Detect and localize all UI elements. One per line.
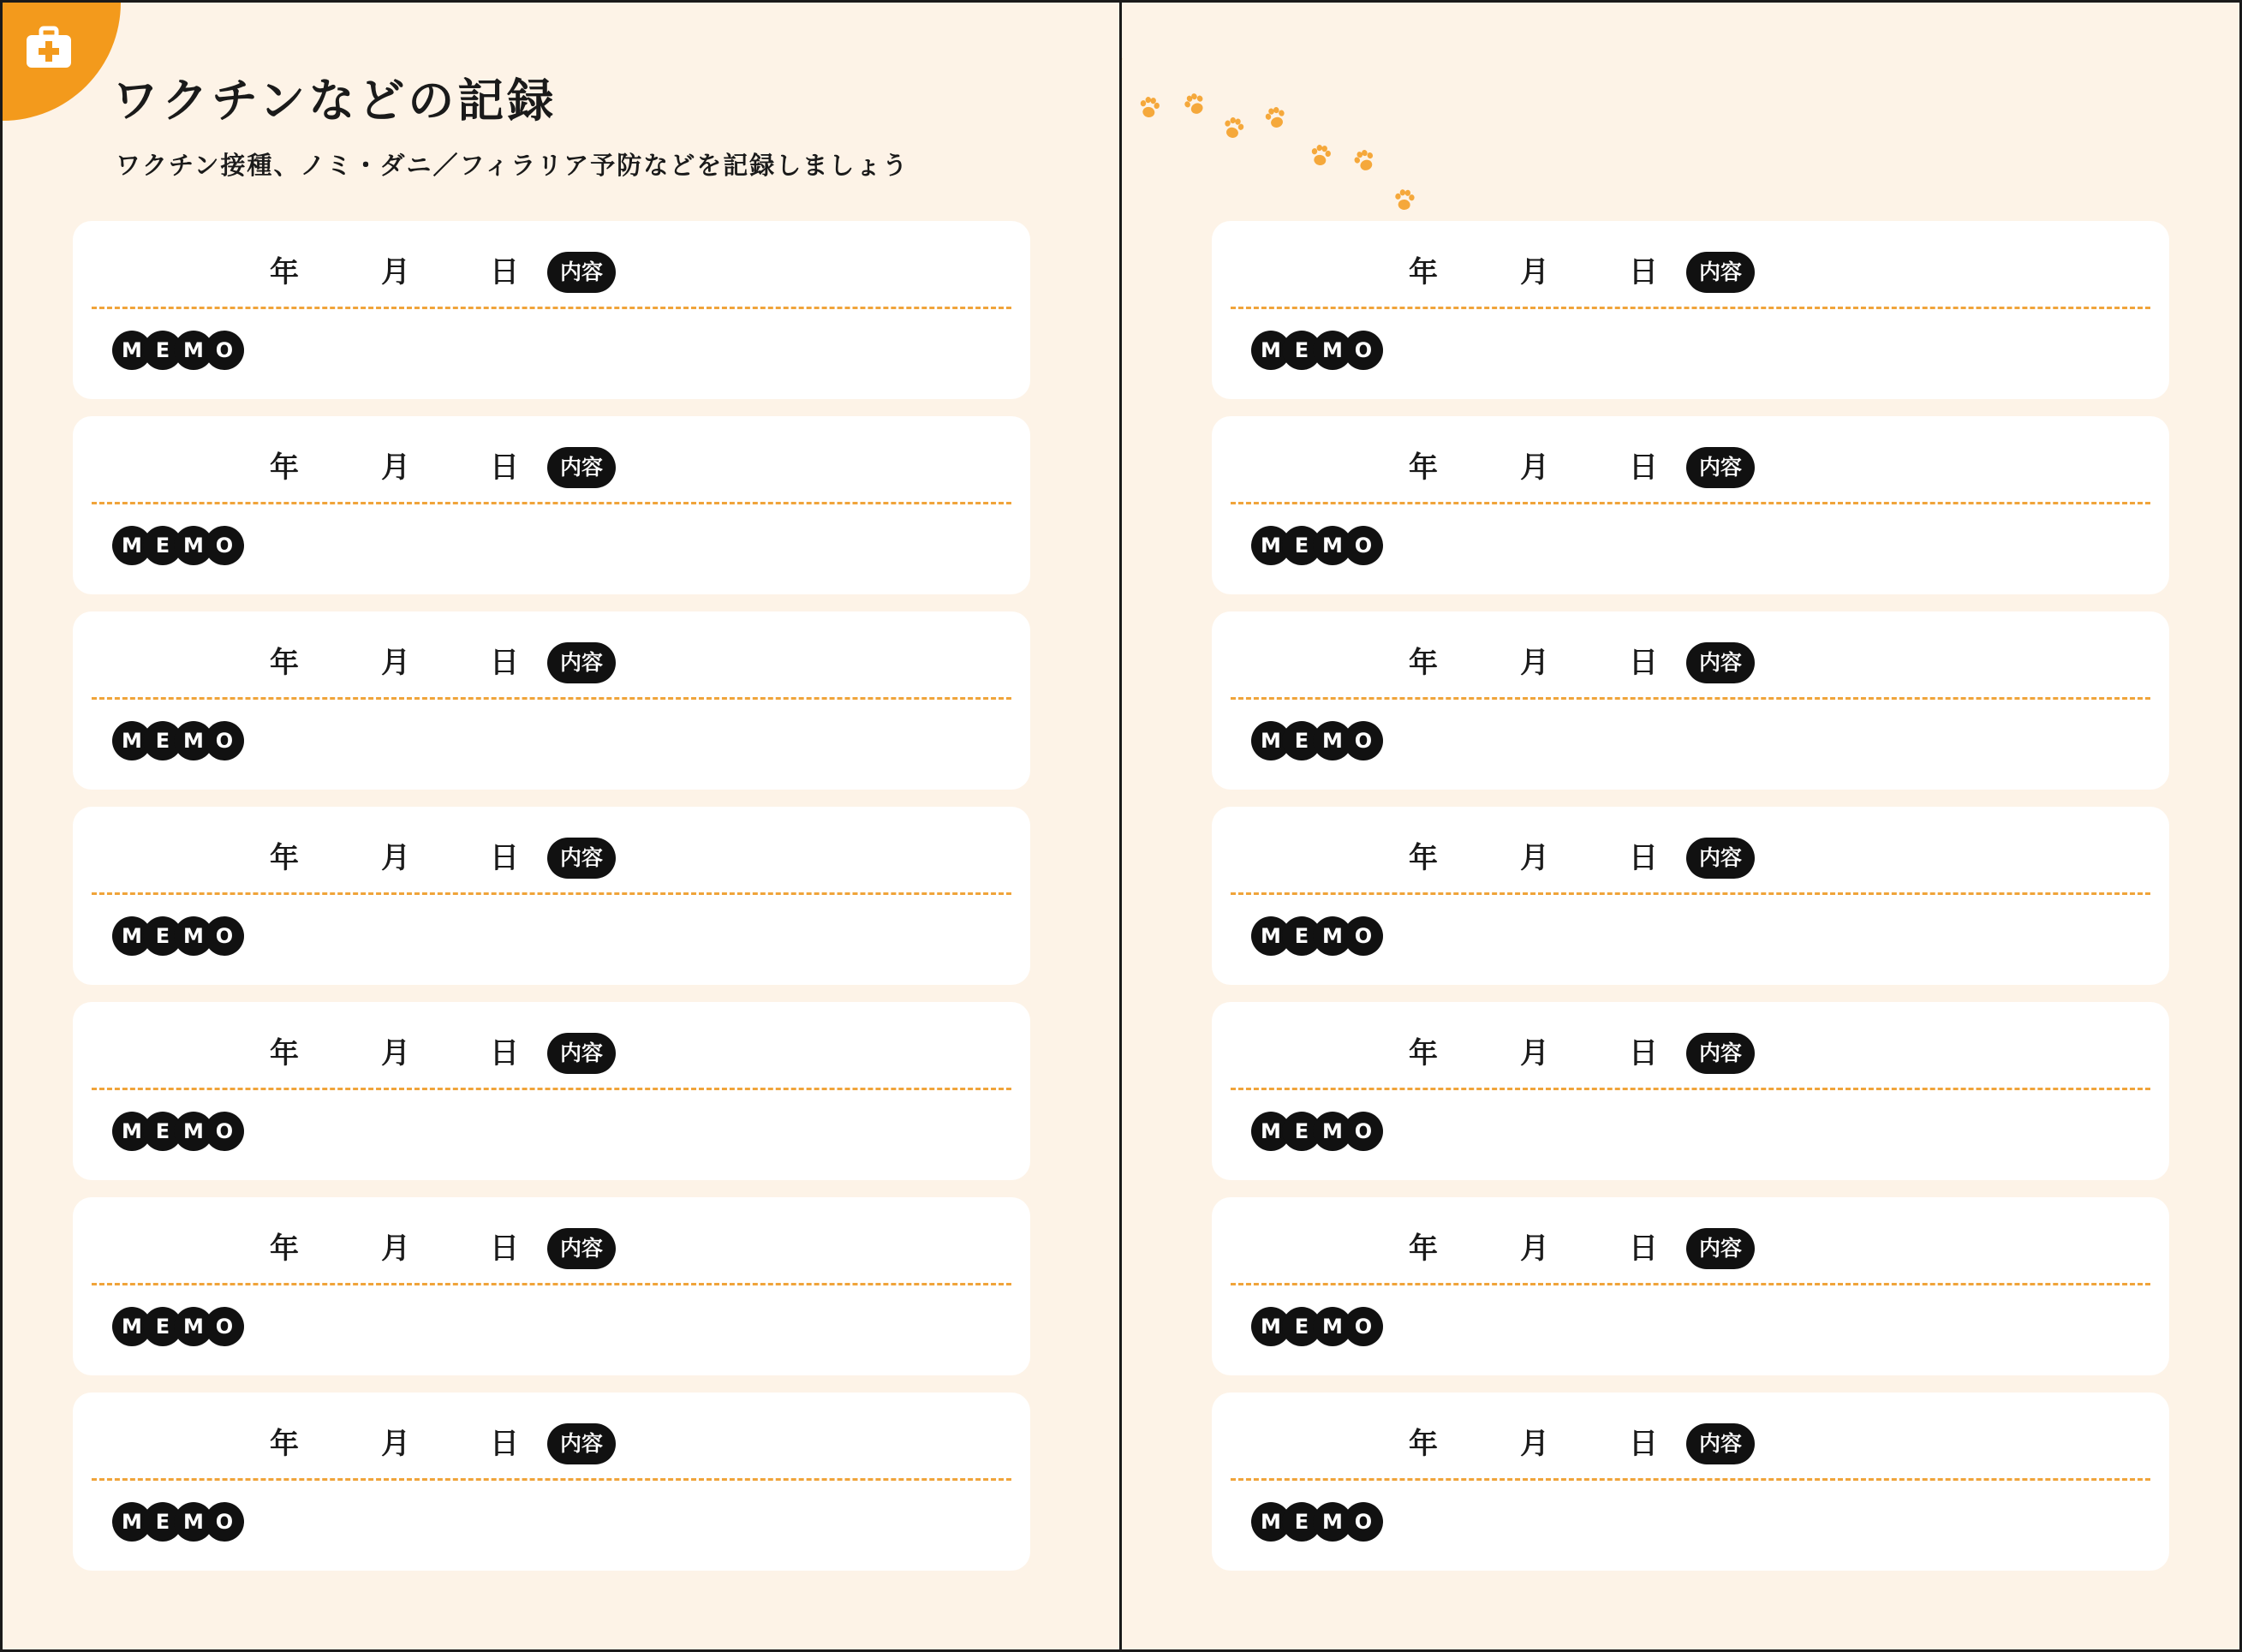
- record-card: [73, 1002, 1030, 1180]
- memo-letter: E: [1282, 526, 1321, 565]
- memo-letter: O: [205, 721, 244, 760]
- day-label: 日: [1629, 1036, 1658, 1071]
- month-label: 月: [381, 255, 410, 289]
- record-card: [1212, 807, 2169, 985]
- memo-letter: O: [1344, 331, 1383, 370]
- date-row: [1212, 1228, 2169, 1269]
- memo-letter: M: [112, 1502, 152, 1542]
- memo-letter: M: [1251, 331, 1291, 370]
- page-title: ワクチンなどの記録: [112, 74, 558, 128]
- date-row: [1212, 838, 2169, 879]
- memo-letter: M: [174, 721, 213, 760]
- memo-label: [1251, 526, 1374, 567]
- record-card: [1212, 1002, 2169, 1180]
- memo-letter: M: [1251, 1502, 1291, 1542]
- record-card: [73, 611, 1030, 790]
- content-label: 内容: [547, 1423, 616, 1464]
- year-label: 年: [1409, 646, 1438, 680]
- year-label: 年: [1409, 1427, 1438, 1461]
- month-label: 月: [1520, 841, 1549, 875]
- dashed-divider: [92, 307, 1011, 309]
- content-label: 内容: [547, 252, 616, 293]
- date-row: [73, 447, 1030, 488]
- memo-letter: O: [1344, 1112, 1383, 1151]
- paw-print-icon: [1309, 144, 1332, 167]
- year-label: 年: [270, 255, 299, 289]
- memo-letter: O: [1344, 1307, 1383, 1346]
- date-row: [73, 1033, 1030, 1074]
- memo-letter: E: [1282, 1307, 1321, 1346]
- record-card: [1212, 416, 2169, 594]
- memo-letter: M: [1313, 526, 1352, 565]
- month-label: 月: [381, 841, 410, 875]
- date-row: [1212, 447, 2169, 488]
- memo-letter: E: [143, 526, 182, 565]
- memo-letter: M: [174, 1307, 213, 1346]
- year-label: 年: [270, 1232, 299, 1266]
- memo-letter: M: [1251, 526, 1291, 565]
- content-label: 内容: [547, 642, 616, 683]
- month-label: 月: [1520, 1036, 1549, 1071]
- dashed-divider: [92, 1283, 1011, 1285]
- memo-letter: M: [1251, 721, 1291, 760]
- memo-letter: E: [1282, 1502, 1321, 1542]
- corner-badge: [3, 3, 121, 121]
- date-row: [1212, 1033, 2169, 1074]
- memo-letter: M: [1251, 1112, 1291, 1151]
- day-label: 日: [490, 450, 519, 485]
- date-row: [73, 1228, 1030, 1269]
- left-record-list: [73, 221, 1030, 1571]
- day-label: 日: [490, 255, 519, 289]
- memo-letter: O: [1344, 916, 1383, 956]
- memo-letter: O: [1344, 526, 1383, 565]
- memo-letter: M: [174, 1112, 213, 1151]
- memo-letter: E: [143, 1112, 182, 1151]
- paw-print-icon: [1222, 116, 1246, 140]
- content-label: 内容: [1686, 1423, 1755, 1464]
- memo-label: [1251, 1502, 1374, 1543]
- date-row: [73, 642, 1030, 683]
- memo-letter: M: [112, 331, 152, 370]
- memo-letter: E: [1282, 721, 1321, 760]
- content-label: 内容: [547, 447, 616, 488]
- month-label: 月: [381, 1036, 410, 1071]
- record-card: [1212, 1393, 2169, 1571]
- year-label: 年: [1409, 1232, 1438, 1266]
- month-label: 月: [1520, 255, 1549, 289]
- content-label: 内容: [1686, 1033, 1755, 1074]
- day-label: 日: [490, 1232, 519, 1266]
- dashed-divider: [92, 1478, 1011, 1481]
- record-card: [73, 416, 1030, 594]
- memo-letter: E: [1282, 1112, 1321, 1151]
- content-label: 内容: [547, 838, 616, 879]
- content-label: 内容: [1686, 642, 1755, 683]
- day-label: 日: [490, 646, 519, 680]
- memo-letter: M: [1313, 331, 1352, 370]
- year-label: 年: [1409, 450, 1438, 485]
- paw-print-trail: [1122, 3, 2242, 225]
- right-record-list: [1212, 221, 2169, 1571]
- memo-label: [112, 331, 236, 372]
- day-label: 日: [1629, 646, 1658, 680]
- right-page: [1122, 0, 2242, 1652]
- record-card: [73, 1197, 1030, 1375]
- memo-label: [112, 1112, 236, 1153]
- paw-print-icon: [1394, 188, 1415, 210]
- memo-letter: M: [174, 916, 213, 956]
- year-label: 年: [270, 646, 299, 680]
- memo-letter: M: [1251, 1307, 1291, 1346]
- dashed-divider: [1231, 892, 2150, 895]
- content-label: 内容: [1686, 1228, 1755, 1269]
- dashed-divider: [1231, 1088, 2150, 1090]
- memo-label: [112, 916, 236, 957]
- dashed-divider: [1231, 502, 2150, 504]
- dashed-divider: [92, 892, 1011, 895]
- memo-label: [1251, 331, 1374, 372]
- day-label: 日: [1629, 1232, 1658, 1266]
- record-card: [73, 221, 1030, 399]
- dashed-divider: [1231, 1478, 2150, 1481]
- memo-letter: O: [205, 1112, 244, 1151]
- day-label: 日: [490, 841, 519, 875]
- memo-label: [112, 1502, 236, 1543]
- day-label: 日: [1629, 841, 1658, 875]
- year-label: 年: [1409, 1036, 1438, 1071]
- memo-letter: O: [205, 526, 244, 565]
- memo-letter: M: [1313, 1502, 1352, 1542]
- memo-letter: M: [1313, 916, 1352, 956]
- month-label: 月: [1520, 1427, 1549, 1461]
- dashed-divider: [1231, 307, 2150, 309]
- day-label: 日: [490, 1427, 519, 1461]
- memo-letter: M: [174, 526, 213, 565]
- memo-letter: M: [1313, 1112, 1352, 1151]
- paw-print-icon: [1264, 105, 1288, 130]
- month-label: 月: [381, 450, 410, 485]
- record-card: [1212, 611, 2169, 790]
- paw-print-icon: [1138, 96, 1160, 119]
- record-card: [73, 807, 1030, 985]
- day-label: 日: [1629, 255, 1658, 289]
- year-label: 年: [1409, 841, 1438, 875]
- dashed-divider: [92, 502, 1011, 504]
- paw-print-icon: [1352, 147, 1377, 173]
- year-label: 年: [270, 1427, 299, 1461]
- year-label: 年: [270, 450, 299, 485]
- memo-letter: E: [1282, 916, 1321, 956]
- month-label: 月: [1520, 646, 1549, 680]
- dashed-divider: [1231, 697, 2150, 700]
- memo-letter: O: [1344, 1502, 1383, 1542]
- record-card: [73, 1393, 1030, 1571]
- memo-letter: O: [205, 331, 244, 370]
- record-card: [1212, 221, 2169, 399]
- dashed-divider: [92, 1088, 1011, 1090]
- memo-letter: M: [1313, 1307, 1352, 1346]
- memo-letter: E: [143, 721, 182, 760]
- page-subtitle: ワクチン接種、ノミ・ダニ／フィラリア予防などを記録しましょう: [116, 151, 909, 180]
- memo-letter: O: [205, 916, 244, 956]
- memo-label: [112, 526, 236, 567]
- left-page: [0, 0, 1120, 1652]
- memo-letter: M: [174, 331, 213, 370]
- memo-letter: E: [143, 1502, 182, 1542]
- year-label: 年: [270, 1036, 299, 1071]
- month-label: 月: [381, 1427, 410, 1461]
- date-row: [73, 1423, 1030, 1464]
- memo-label: [112, 1307, 236, 1348]
- memo-label: [1251, 1307, 1374, 1348]
- date-row: [1212, 642, 2169, 683]
- dashed-divider: [1231, 1283, 2150, 1285]
- content-label: 内容: [547, 1228, 616, 1269]
- memo-letter: E: [143, 331, 182, 370]
- date-row: [73, 252, 1030, 293]
- memo-label: [1251, 916, 1374, 957]
- memo-letter: M: [112, 721, 152, 760]
- memo-letter: M: [1251, 916, 1291, 956]
- memo-letter: O: [205, 1502, 244, 1542]
- memo-letter: O: [1344, 721, 1383, 760]
- memo-letter: M: [1313, 721, 1352, 760]
- date-row: [1212, 1423, 2169, 1464]
- content-label: 内容: [1686, 447, 1755, 488]
- memo-label: [1251, 1112, 1374, 1153]
- memo-letter: M: [174, 1502, 213, 1542]
- memo-letter: M: [112, 526, 152, 565]
- day-label: 日: [1629, 1427, 1658, 1461]
- year-label: 年: [1409, 255, 1438, 289]
- medical-kit-icon: [25, 23, 73, 71]
- memo-letter: M: [112, 1307, 152, 1346]
- day-label: 日: [490, 1036, 519, 1071]
- month-label: 月: [381, 1232, 410, 1266]
- paw-print-icon: [1122, 51, 1124, 75]
- memo-label: [112, 721, 236, 762]
- memo-letter: E: [1282, 331, 1321, 370]
- record-card: [1212, 1197, 2169, 1375]
- date-row: [1212, 252, 2169, 293]
- year-label: 年: [270, 841, 299, 875]
- content-label: 内容: [1686, 838, 1755, 879]
- memo-label: [1251, 721, 1374, 762]
- month-label: 月: [1520, 1232, 1549, 1266]
- month-label: 月: [381, 646, 410, 680]
- memo-letter: M: [112, 1112, 152, 1151]
- date-row: [73, 838, 1030, 879]
- dashed-divider: [92, 697, 1011, 700]
- memo-letter: M: [112, 916, 152, 956]
- day-label: 日: [1629, 450, 1658, 485]
- content-label: 内容: [547, 1033, 616, 1074]
- month-label: 月: [1520, 450, 1549, 485]
- memo-letter: E: [143, 916, 182, 956]
- memo-letter: E: [143, 1307, 182, 1346]
- paw-print-icon: [1182, 91, 1207, 117]
- memo-letter: O: [205, 1307, 244, 1346]
- content-label: 内容: [1686, 252, 1755, 293]
